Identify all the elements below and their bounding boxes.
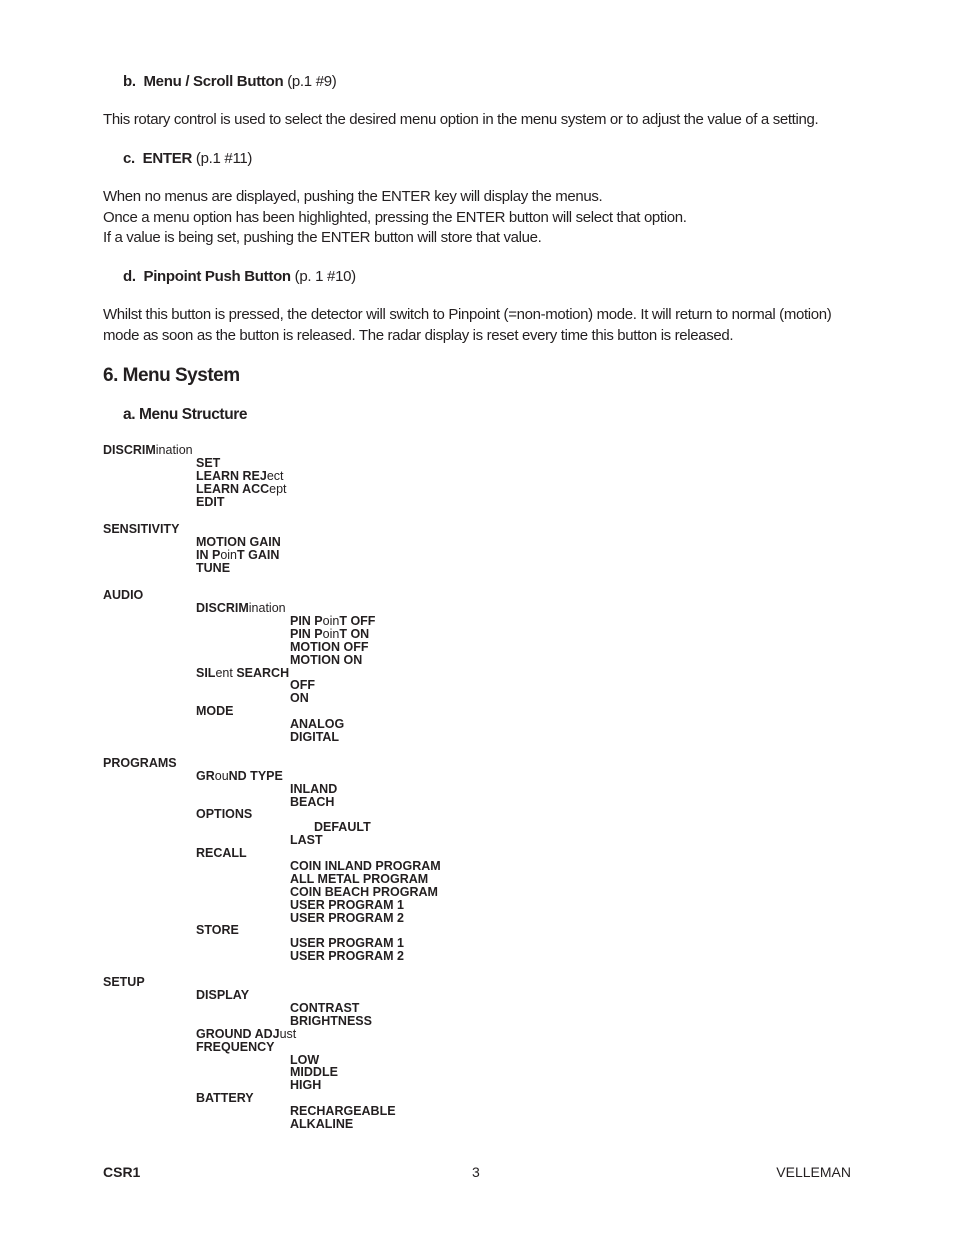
- section-c-heading: [123, 150, 252, 167]
- menu-item-text: DISCRIM: [103, 443, 156, 457]
- paragraph-line: mode as soon as the button is released. The radar display is reset every time this button is released.: [103, 326, 734, 344]
- footer-page-number: 3: [472, 1164, 480, 1180]
- footer-brand: VELLEMAN: [776, 1164, 851, 1180]
- menu-item-text: ination: [248, 601, 286, 615]
- menu-item-text: T ON: [339, 627, 370, 641]
- menu-item-text: ALL METAL PROGRAM: [290, 872, 429, 886]
- menu-item-level-1: [196, 1041, 274, 1054]
- menu-item-level-2: [290, 912, 404, 925]
- menu-item-text: TUNE: [196, 561, 231, 575]
- menu-item-text: ON: [290, 691, 309, 705]
- menu-item-text: MOTION ON: [290, 653, 363, 667]
- menu-item-text: SENSITIVITY: [103, 522, 180, 536]
- menu-item-text: COIN BEACH PROGRAM: [290, 885, 438, 899]
- menu-item-text: BRIGHTNESS: [290, 1014, 372, 1028]
- menu-item-text: SIL: [196, 666, 216, 680]
- menu-item-text: oin: [220, 548, 237, 562]
- menu-item-text: ust: [279, 1027, 297, 1041]
- menu-item-text: DISPLAY: [196, 988, 250, 1002]
- menu-item-level-1: [196, 496, 224, 509]
- menu-item-text: FREQUENCY: [196, 1040, 275, 1054]
- menu-item-level-2: [290, 1079, 321, 1092]
- menu-item-level-1: [196, 847, 247, 860]
- section-d-ref: (p. 1 #10): [294, 268, 356, 285]
- menu-item-text: ou: [214, 769, 229, 783]
- menu-item-text: ANALOG: [290, 717, 345, 731]
- menu-item-level-2: [290, 1118, 353, 1131]
- section-c-letter: c.: [123, 150, 135, 167]
- menu-item-level-0: [103, 589, 143, 602]
- menu-item-text: ept: [269, 482, 287, 496]
- menu-item-text: EDIT: [196, 495, 225, 509]
- menu-item-text: MOTION GAIN: [196, 535, 281, 549]
- menu-item-text: MIDDLE: [290, 1065, 338, 1079]
- section-c-title: ENTER: [142, 150, 193, 167]
- section-c-ref: (p.1 #11): [195, 150, 253, 167]
- section-d-letter: d.: [123, 268, 136, 285]
- paragraph-line: Once a menu option has been highlighted, pressing the ENTER button will select that option.: [103, 208, 687, 226]
- section-b-text: [103, 110, 818, 131]
- menu-item-text: USER PROGRAM 2: [290, 949, 404, 963]
- paragraph-line: Whilst this button is pressed, the detector will switch to Pinpoint (=non-motion) mode. It will return to normal (motion): [103, 306, 832, 323]
- paragraph-line: When no menus are displayed, pushing the ENTER key will display the menus.: [103, 188, 603, 205]
- section-d-heading: [123, 268, 356, 285]
- section-b-ref: (p.1 #9): [287, 73, 337, 90]
- menu-item-text: DIGITAL: [290, 730, 340, 744]
- menu-item-level-1: [196, 667, 289, 680]
- menu-item-level-1: [196, 770, 283, 783]
- menu-item-level-1: [196, 1092, 254, 1105]
- menu-item-text: ND TYPE: [228, 769, 283, 783]
- menu-item-text: STORE: [196, 923, 239, 937]
- menu-item-text: DISCRIM: [196, 601, 249, 615]
- menu-item-text: ent: [215, 666, 233, 680]
- menu-item-text: DEFAULT: [314, 820, 371, 834]
- menu-item-text: COIN INLAND PROGRAM: [290, 859, 441, 873]
- paragraph-line: If a value is being set, pushing the ENTER button will store that value.: [103, 229, 542, 246]
- menu-item-text: INLAND: [290, 782, 338, 796]
- menu-item-text: PIN P: [290, 627, 323, 641]
- menu-item-text: IN P: [196, 548, 221, 562]
- section-d-text: [103, 305, 831, 346]
- menu-item-level-2: [290, 1015, 372, 1028]
- menu-item-text: AUDIO: [103, 588, 144, 602]
- menu-item-text: MOTION OFF: [290, 640, 369, 654]
- menu-item-text: GR: [196, 769, 215, 783]
- menu-item-text: SETUP: [103, 975, 145, 989]
- menu-item-level-2: [290, 796, 334, 809]
- menu-item-level-1: [196, 562, 230, 575]
- menu-item-level-2: [290, 731, 339, 744]
- menu-item-text: RECHARGEABLE: [290, 1104, 396, 1118]
- section-b-title: Menu / Scroll Button: [143, 73, 284, 90]
- menu-item-text: LAST: [290, 833, 323, 847]
- menu-item-text: OFF: [290, 678, 315, 692]
- menu-item-level-2: [290, 950, 404, 963]
- menu-item-text: GROUND ADJ: [196, 1027, 280, 1041]
- menu-item-level-1: [196, 602, 286, 615]
- menu-item-text: LEARN ACC: [196, 482, 270, 496]
- menu-item-text: CONTRAST: [290, 1001, 360, 1015]
- menu-item-text: USER PROGRAM 1: [290, 898, 404, 912]
- section-b-letter: b.: [123, 73, 136, 90]
- menu-item-level-0: [103, 757, 177, 770]
- menu-item-text: LEARN REJ: [196, 469, 267, 483]
- menu-item-text: RECALL: [196, 846, 247, 860]
- menu-item-level-2: [290, 654, 362, 667]
- menu-item-level-1: [196, 924, 239, 937]
- menu-item-text: ALKALINE: [290, 1117, 354, 1131]
- menu-item-level-2: [290, 692, 309, 705]
- menu-item-level-0: [103, 976, 145, 989]
- section-b-heading: [123, 73, 336, 90]
- section-d-title: Pinpoint Push Button: [143, 268, 291, 285]
- menu-item-text: MODE: [196, 704, 234, 718]
- menu-item-text: USER PROGRAM 1: [290, 936, 404, 950]
- menu-structure-subheading: a. Menu Structure: [123, 406, 248, 423]
- paragraph-line: This rotary control is used to select the desired menu option in the menu system or to adjust the value of a setting.: [103, 111, 819, 128]
- menu-item-text: T GAIN: [237, 548, 280, 562]
- menu-item-level-1: [196, 808, 252, 821]
- menu-item-text: PIN P: [290, 614, 323, 628]
- menu-item-text: oin: [322, 627, 340, 641]
- menu-item-text: T OFF: [339, 614, 376, 628]
- menu-item-level-0: [103, 523, 179, 536]
- menu-item-text: USER PROGRAM 2: [290, 911, 404, 925]
- menu-item-level-1: [196, 705, 234, 718]
- menu-item-level-1: [196, 989, 249, 1002]
- menu-item-text: HIGH: [290, 1078, 322, 1092]
- menu-item-text: LOW: [290, 1053, 320, 1067]
- menu-item-text: BATTERY: [196, 1091, 254, 1105]
- menu-item-text: ination: [155, 443, 193, 457]
- menu-item-level-2: [290, 834, 323, 847]
- footer-model: CSR1: [103, 1164, 141, 1180]
- menu-item-level-0: [103, 444, 193, 457]
- menu-system-heading: 6. Menu System: [103, 365, 240, 386]
- menu-item-text: OPTIONS: [196, 807, 253, 821]
- menu-item-text: PROGRAMS: [103, 756, 177, 770]
- section-c-text: [103, 187, 687, 249]
- menu-item-text: SET: [196, 456, 221, 470]
- menu-item-text: oin: [322, 614, 340, 628]
- menu-item-text: SEARCH: [232, 666, 290, 680]
- menu-item-text: ect: [266, 469, 284, 483]
- menu-item-text: BEACH: [290, 795, 335, 809]
